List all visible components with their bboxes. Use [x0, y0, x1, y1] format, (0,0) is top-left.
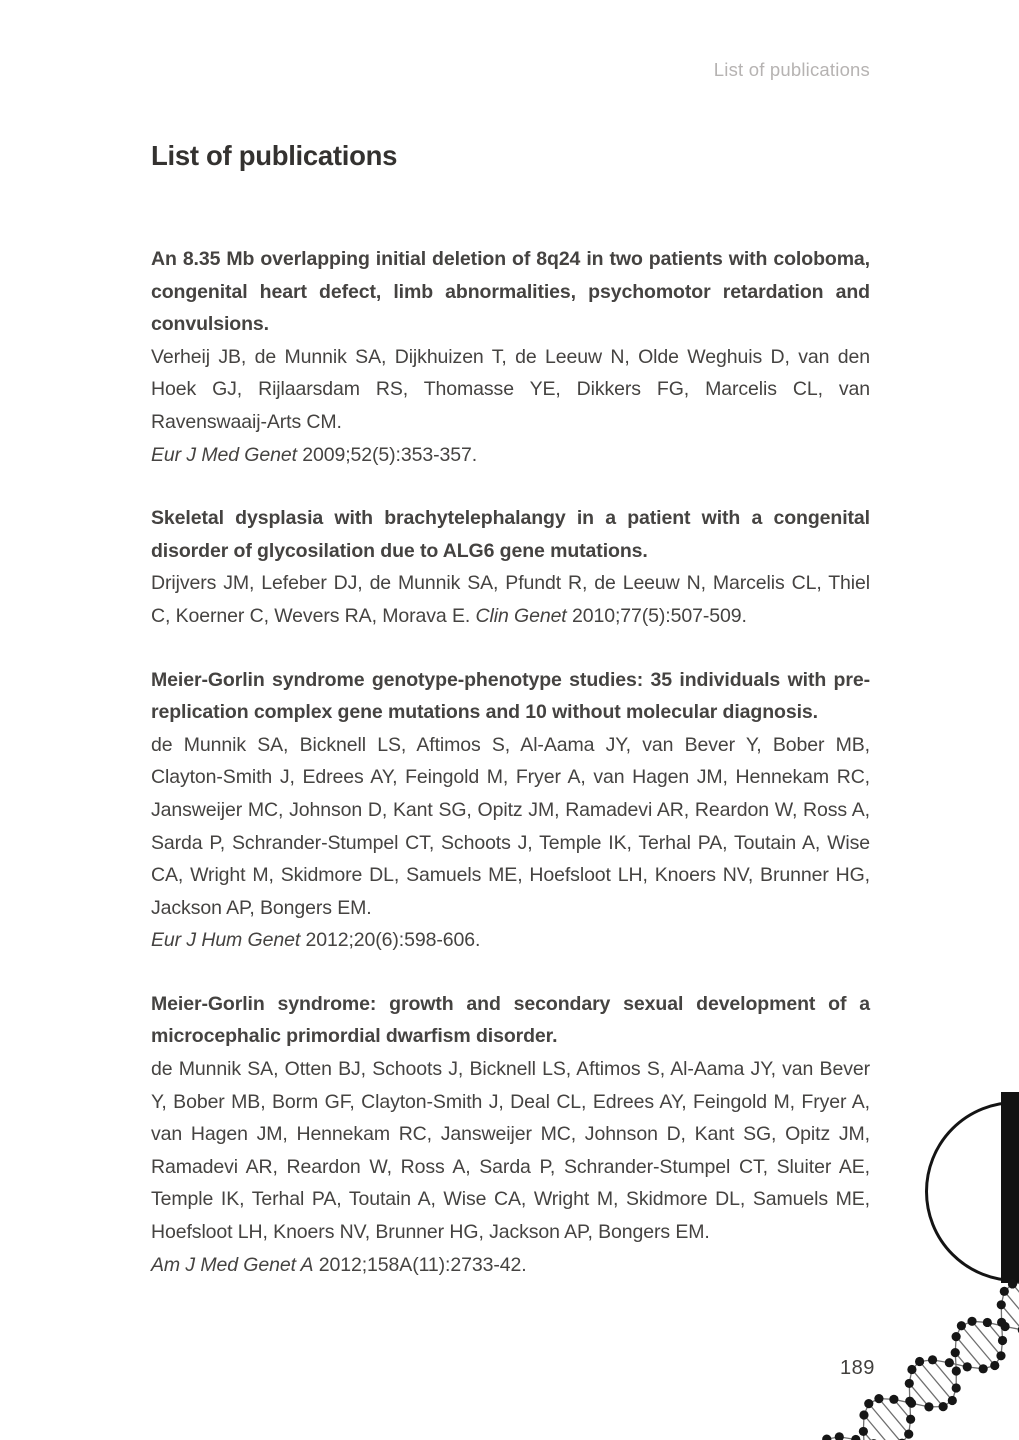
publication-authors: de Munnik SA, Bicknell LS, Aftimos S, Al-Aama JY, van Bever Y, Bober MB, Clayton-Smith J, Edrees AY, Feingold M, Fryer A, van Hagen JM, Hennekam RC, Jansweijer MC, Johnson D, Kant SG, Opitz JM, Ramadevi AR, Reardon W, Ross A, Sarda P, Schrander-Stumpel CT, Schoots J, Temple IK, Terhal PA, Toutain A, Wise CA, Wright M, Skidmore DL, Samuels ME, Hoefsloot LH, Knoers NV, Brunner HG, Jackson AP, Bongers EM. [151, 733, 870, 919]
publication-citation [151, 439, 870, 472]
journal-name: Clin Genet [475, 604, 567, 627]
publication-authors-with-citation [151, 567, 870, 632]
citation-detail: 2012;158A(11):2733-42. [318, 1253, 527, 1276]
page-number: 189 [840, 1357, 875, 1379]
publication-title: An 8.35 Mb overlapping initial deletion of 8q24 in two patients with coloboma, congenital heart defect, limb abnormalities, psychomotor retardation and convulsions. [151, 248, 870, 336]
citation-detail: 2009;52(5):353-357. [302, 443, 478, 466]
publication-title: Meier-Gorlin syndrome: growth and secondary sexual development of a microcephalic primordial dwarfism disorder. [151, 992, 870, 1048]
page-title: List of publications [151, 140, 398, 171]
publication-authors: de Munnik SA, Otten BJ, Schoots J, Bicknell LS, Aftimos S, Al-Aama JY, van Bever Y, Bober MB, Borm GF, Clayton-Smith J, Deal CL, Edrees AY, Feingold M, Fryer A, van Hagen JM, Hennekam RC, Jansweijer MC, Johnson D, Kant SG, Opitz JM, Ramadevi AR, Reardon W, Ross A, Sarda P, Schrander-Stumpel CT, Sluiter AE, Temple IK, Terhal PA, Toutain A, Wise CA, Wright M, Skidmore DL, Samuels ME, Hoefsloot LH, Knoers NV, Brunner HG, Jackson AP, Bongers EM. [151, 1058, 870, 1244]
publication-authors: Verheij JB, de Munnik SA, Dijkhuizen T, de Leeuw N, Olde Weghuis D, van den Hoek GJ, Rijlaarsdam RS, Thomasse YE, Dikkers FG, Marcelis CL, van Ravenswaaij-Arts CM. [151, 345, 870, 433]
publication-entry [151, 243, 870, 471]
journal-name: Eur J Med Genet [151, 443, 297, 466]
publication-citation [151, 1249, 870, 1282]
publication-authors: Drijvers JM, Lefeber DJ, de Munnik SA, Pfundt R, de Leeuw N, Marcelis CL, Thiel C, Koerner C, Wevers RA, Morava E. [151, 572, 870, 627]
publication-entry [151, 664, 870, 957]
running-header: List of publications [713, 59, 870, 80]
journal-name: Am J Med Genet A [151, 1253, 314, 1276]
citation-detail: 2010;77(5):507-509. [571, 604, 747, 627]
publication-entry [151, 502, 870, 632]
journal-name: Eur J Hum Genet [151, 929, 301, 952]
chapter-marker-tab [1001, 1092, 1019, 1283]
publication-citation [151, 924, 870, 957]
publication-entry [151, 988, 870, 1281]
publication-list [151, 243, 870, 1312]
publication-title: Meier-Gorlin syndrome genotype-phenotype studies: 35 individuals with pre-replication complex gene mutations and 10 without molecular diagnosis. [151, 668, 870, 724]
citation-detail: 2012;20(6):598-606. [305, 929, 481, 952]
publication-title: Skeletal dysplasia with brachytelephalangy in a patient with a congenital disorder of glycosilation due to ALG6 gene mutations. [151, 507, 870, 562]
